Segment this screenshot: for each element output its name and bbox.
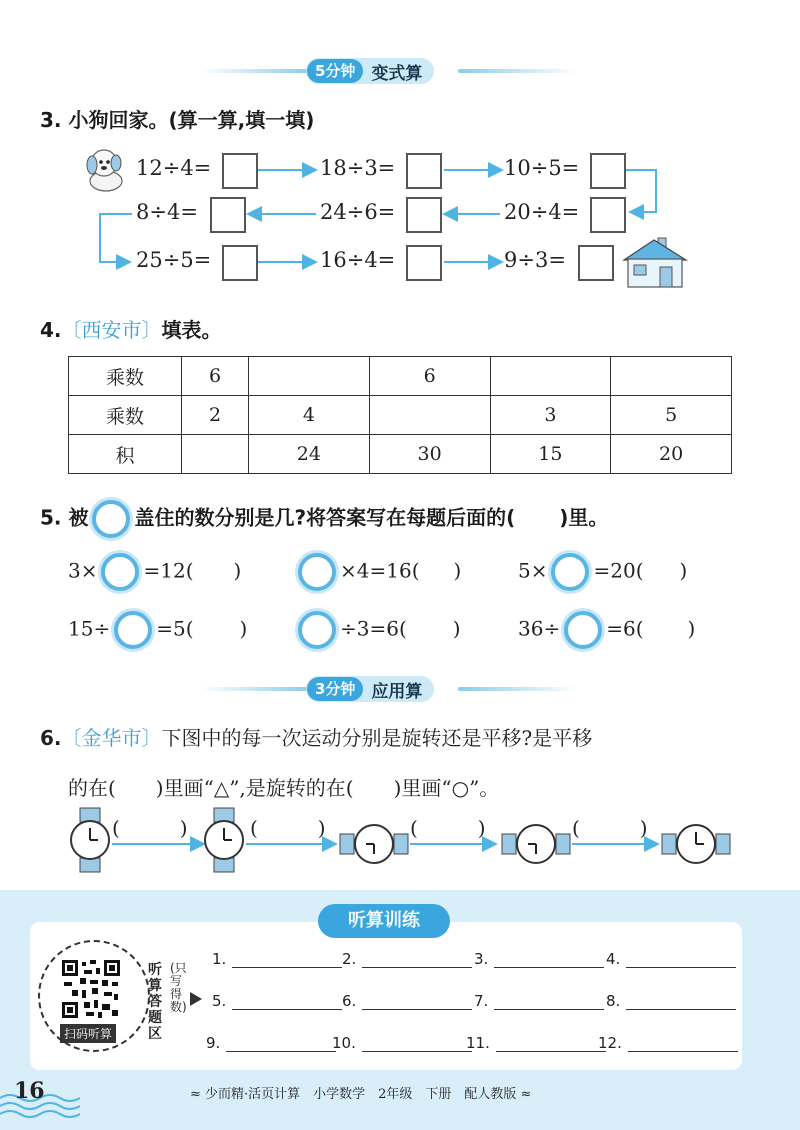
answer-box[interactable] bbox=[406, 153, 442, 189]
q5-end: ) bbox=[687, 616, 696, 641]
table-row bbox=[69, 396, 732, 435]
table-cell[interactable]: 30 bbox=[369, 435, 490, 474]
answer-box[interactable] bbox=[222, 153, 258, 189]
cover-ring-icon[interactable] bbox=[298, 553, 336, 591]
q5-post: ÷3=6( bbox=[340, 616, 407, 641]
equation: 9÷3= bbox=[504, 248, 566, 272]
answer-box[interactable] bbox=[406, 245, 442, 281]
q5-item bbox=[68, 553, 241, 591]
listening-title: 听算训练 bbox=[318, 904, 450, 938]
answer-slot[interactable]: 7. bbox=[474, 992, 604, 1010]
cover-ring-icon[interactable] bbox=[564, 611, 602, 649]
play-icon bbox=[190, 992, 202, 1006]
equation: 18÷3= bbox=[320, 156, 396, 180]
table-row bbox=[69, 357, 732, 396]
q4-number: 4. bbox=[40, 318, 62, 342]
q6-answer-paren[interactable]: ( ) bbox=[112, 816, 188, 840]
q6-line2: 的在( )里画“△”,是旋转的在( )里画“○”。 bbox=[68, 776, 500, 800]
table-cell: 乘数 bbox=[69, 396, 182, 435]
section-divider-right bbox=[458, 687, 578, 691]
q5-item bbox=[518, 553, 687, 591]
equation: 20÷4= bbox=[504, 200, 580, 224]
watch-icon bbox=[502, 825, 570, 863]
q5-post: =6( bbox=[606, 616, 644, 641]
section-header-5min bbox=[306, 58, 434, 84]
answer-box[interactable] bbox=[210, 197, 246, 233]
equation: 12÷4= bbox=[136, 156, 212, 180]
q5-post: =20( bbox=[593, 558, 644, 583]
section-divider-left bbox=[200, 687, 310, 691]
q5-item bbox=[68, 611, 247, 649]
q6-line1 bbox=[40, 722, 592, 751]
table-cell[interactable]: 5 bbox=[611, 396, 732, 435]
arrow bbox=[100, 214, 132, 262]
house-icon bbox=[620, 234, 690, 290]
cover-ring-icon[interactable] bbox=[101, 553, 139, 591]
qr-label: 扫码听算 bbox=[60, 1024, 116, 1043]
dog-icon bbox=[82, 145, 132, 195]
qr-code-icon[interactable] bbox=[60, 958, 122, 1020]
q5-post: ×4=16( bbox=[340, 558, 420, 583]
q5-end: ) bbox=[239, 616, 248, 641]
table-row bbox=[69, 435, 732, 474]
q5-post: =12( bbox=[143, 558, 194, 583]
equation: 25÷5= bbox=[136, 248, 212, 272]
answer-box[interactable] bbox=[590, 153, 626, 189]
q5-end: ) bbox=[453, 558, 462, 583]
table-cell[interactable]: 20 bbox=[611, 435, 732, 474]
q6-number: 6. bbox=[40, 726, 62, 750]
table-cell[interactable]: 4 bbox=[249, 396, 370, 435]
page-number: 16 bbox=[14, 1078, 45, 1104]
answer-slot[interactable]: 5. bbox=[212, 992, 342, 1010]
equation: 8÷4= bbox=[136, 200, 198, 224]
table-cell[interactable]: 2 bbox=[182, 396, 249, 435]
footer-text: ≈ 少而精·活页计算 小学数学 2年级 下册 配人教版 ≈ bbox=[190, 1087, 532, 1102]
equation: 16÷4= bbox=[320, 248, 396, 272]
section-divider-left bbox=[200, 69, 310, 73]
watch-icon bbox=[71, 808, 109, 872]
q3-title: 3. 小狗回家。(算一算,填一填) bbox=[40, 108, 315, 132]
answer-area-label: 听算答题区 bbox=[148, 962, 162, 1042]
arrow bbox=[624, 170, 656, 212]
q5-item bbox=[294, 611, 461, 649]
answer-slot[interactable]: 10. bbox=[332, 1034, 472, 1052]
table-cell[interactable]: 24 bbox=[249, 435, 370, 474]
table-cell[interactable] bbox=[249, 357, 370, 396]
table-cell: 积 bbox=[69, 435, 182, 474]
equation: 24÷6= bbox=[320, 200, 396, 224]
table-cell[interactable]: 6 bbox=[369, 357, 490, 396]
q5-post: =5( bbox=[156, 616, 194, 641]
equation: 10÷5= bbox=[504, 156, 580, 180]
section-minutes: 3分钟 bbox=[307, 677, 363, 701]
section-divider-right bbox=[458, 69, 578, 73]
table-cell[interactable] bbox=[611, 357, 732, 396]
q5-pre: 5× bbox=[518, 558, 548, 583]
section-title: 变式算 bbox=[371, 63, 423, 84]
q5-title-c: )里。 bbox=[559, 505, 609, 530]
answer-box[interactable] bbox=[222, 245, 258, 281]
watch-icon bbox=[662, 825, 730, 863]
table-cell[interactable] bbox=[490, 357, 611, 396]
watch-icon bbox=[340, 825, 408, 863]
table-cell[interactable]: 3 bbox=[490, 396, 611, 435]
q5-item bbox=[518, 611, 695, 649]
answer-box[interactable] bbox=[406, 197, 442, 233]
answer-box[interactable] bbox=[590, 197, 626, 233]
cover-ring-icon[interactable] bbox=[551, 553, 589, 591]
q6-source-tag: 〔金华市〕 bbox=[61, 726, 162, 750]
q6-answer-paren[interactable]: ( ) bbox=[410, 816, 486, 840]
table-cell[interactable] bbox=[369, 396, 490, 435]
cover-ring-icon bbox=[92, 500, 130, 538]
answer-slot[interactable]: 9. bbox=[206, 1034, 336, 1052]
answer-slot[interactable]: 11. bbox=[466, 1034, 606, 1052]
section-header-3min bbox=[306, 676, 434, 702]
table-cell: 乘数 bbox=[69, 357, 182, 396]
q5-pre: 15÷ bbox=[68, 616, 111, 641]
q6-text1: 下图中的每一次运动分别是旋转还是平移?是平移 bbox=[161, 726, 593, 750]
answer-slot[interactable]: 1. bbox=[212, 950, 342, 968]
answer-slot[interactable]: 8. bbox=[606, 992, 736, 1010]
q5-title-a: 5. 被 bbox=[40, 505, 89, 530]
q6-answer-paren[interactable]: ( ) bbox=[572, 816, 648, 840]
watch-icon bbox=[205, 808, 243, 872]
table-cell[interactable] bbox=[182, 435, 249, 474]
multiplication-table bbox=[68, 356, 732, 474]
table-cell[interactable]: 15 bbox=[490, 435, 611, 474]
cover-ring-icon[interactable] bbox=[114, 611, 152, 649]
section-minutes: 5分钟 bbox=[307, 59, 363, 83]
cover-ring-icon[interactable] bbox=[298, 611, 336, 649]
q5-title bbox=[40, 500, 608, 538]
answer-slot[interactable]: 2. bbox=[342, 950, 472, 968]
answer-area-note: (只写得数) bbox=[170, 961, 187, 1014]
q4-title bbox=[40, 314, 222, 343]
q4-source-tag: 〔西安市〕 bbox=[61, 318, 162, 342]
q5-pre: 36÷ bbox=[518, 616, 561, 641]
section-title: 应用算 bbox=[371, 681, 423, 702]
answer-slot[interactable]: 6. bbox=[342, 992, 472, 1010]
answer-slot[interactable]: 12. bbox=[598, 1034, 738, 1052]
answer-slot[interactable]: 3. bbox=[474, 950, 604, 968]
q6-answer-paren[interactable]: ( ) bbox=[250, 816, 326, 840]
answer-slot[interactable]: 4. bbox=[606, 950, 736, 968]
q5-end: ) bbox=[233, 558, 242, 583]
q5-end: ) bbox=[452, 616, 461, 641]
q5-title-b: 盖住的数分别是几?将答案写在每题后面的( bbox=[134, 505, 516, 530]
answer-box[interactable] bbox=[578, 245, 614, 281]
table-cell[interactable]: 6 bbox=[182, 357, 249, 396]
q4-title-text: 填表。 bbox=[161, 318, 222, 342]
q5-pre: 3× bbox=[68, 558, 98, 583]
q5-end: ) bbox=[679, 558, 688, 583]
q5-item bbox=[294, 553, 461, 591]
